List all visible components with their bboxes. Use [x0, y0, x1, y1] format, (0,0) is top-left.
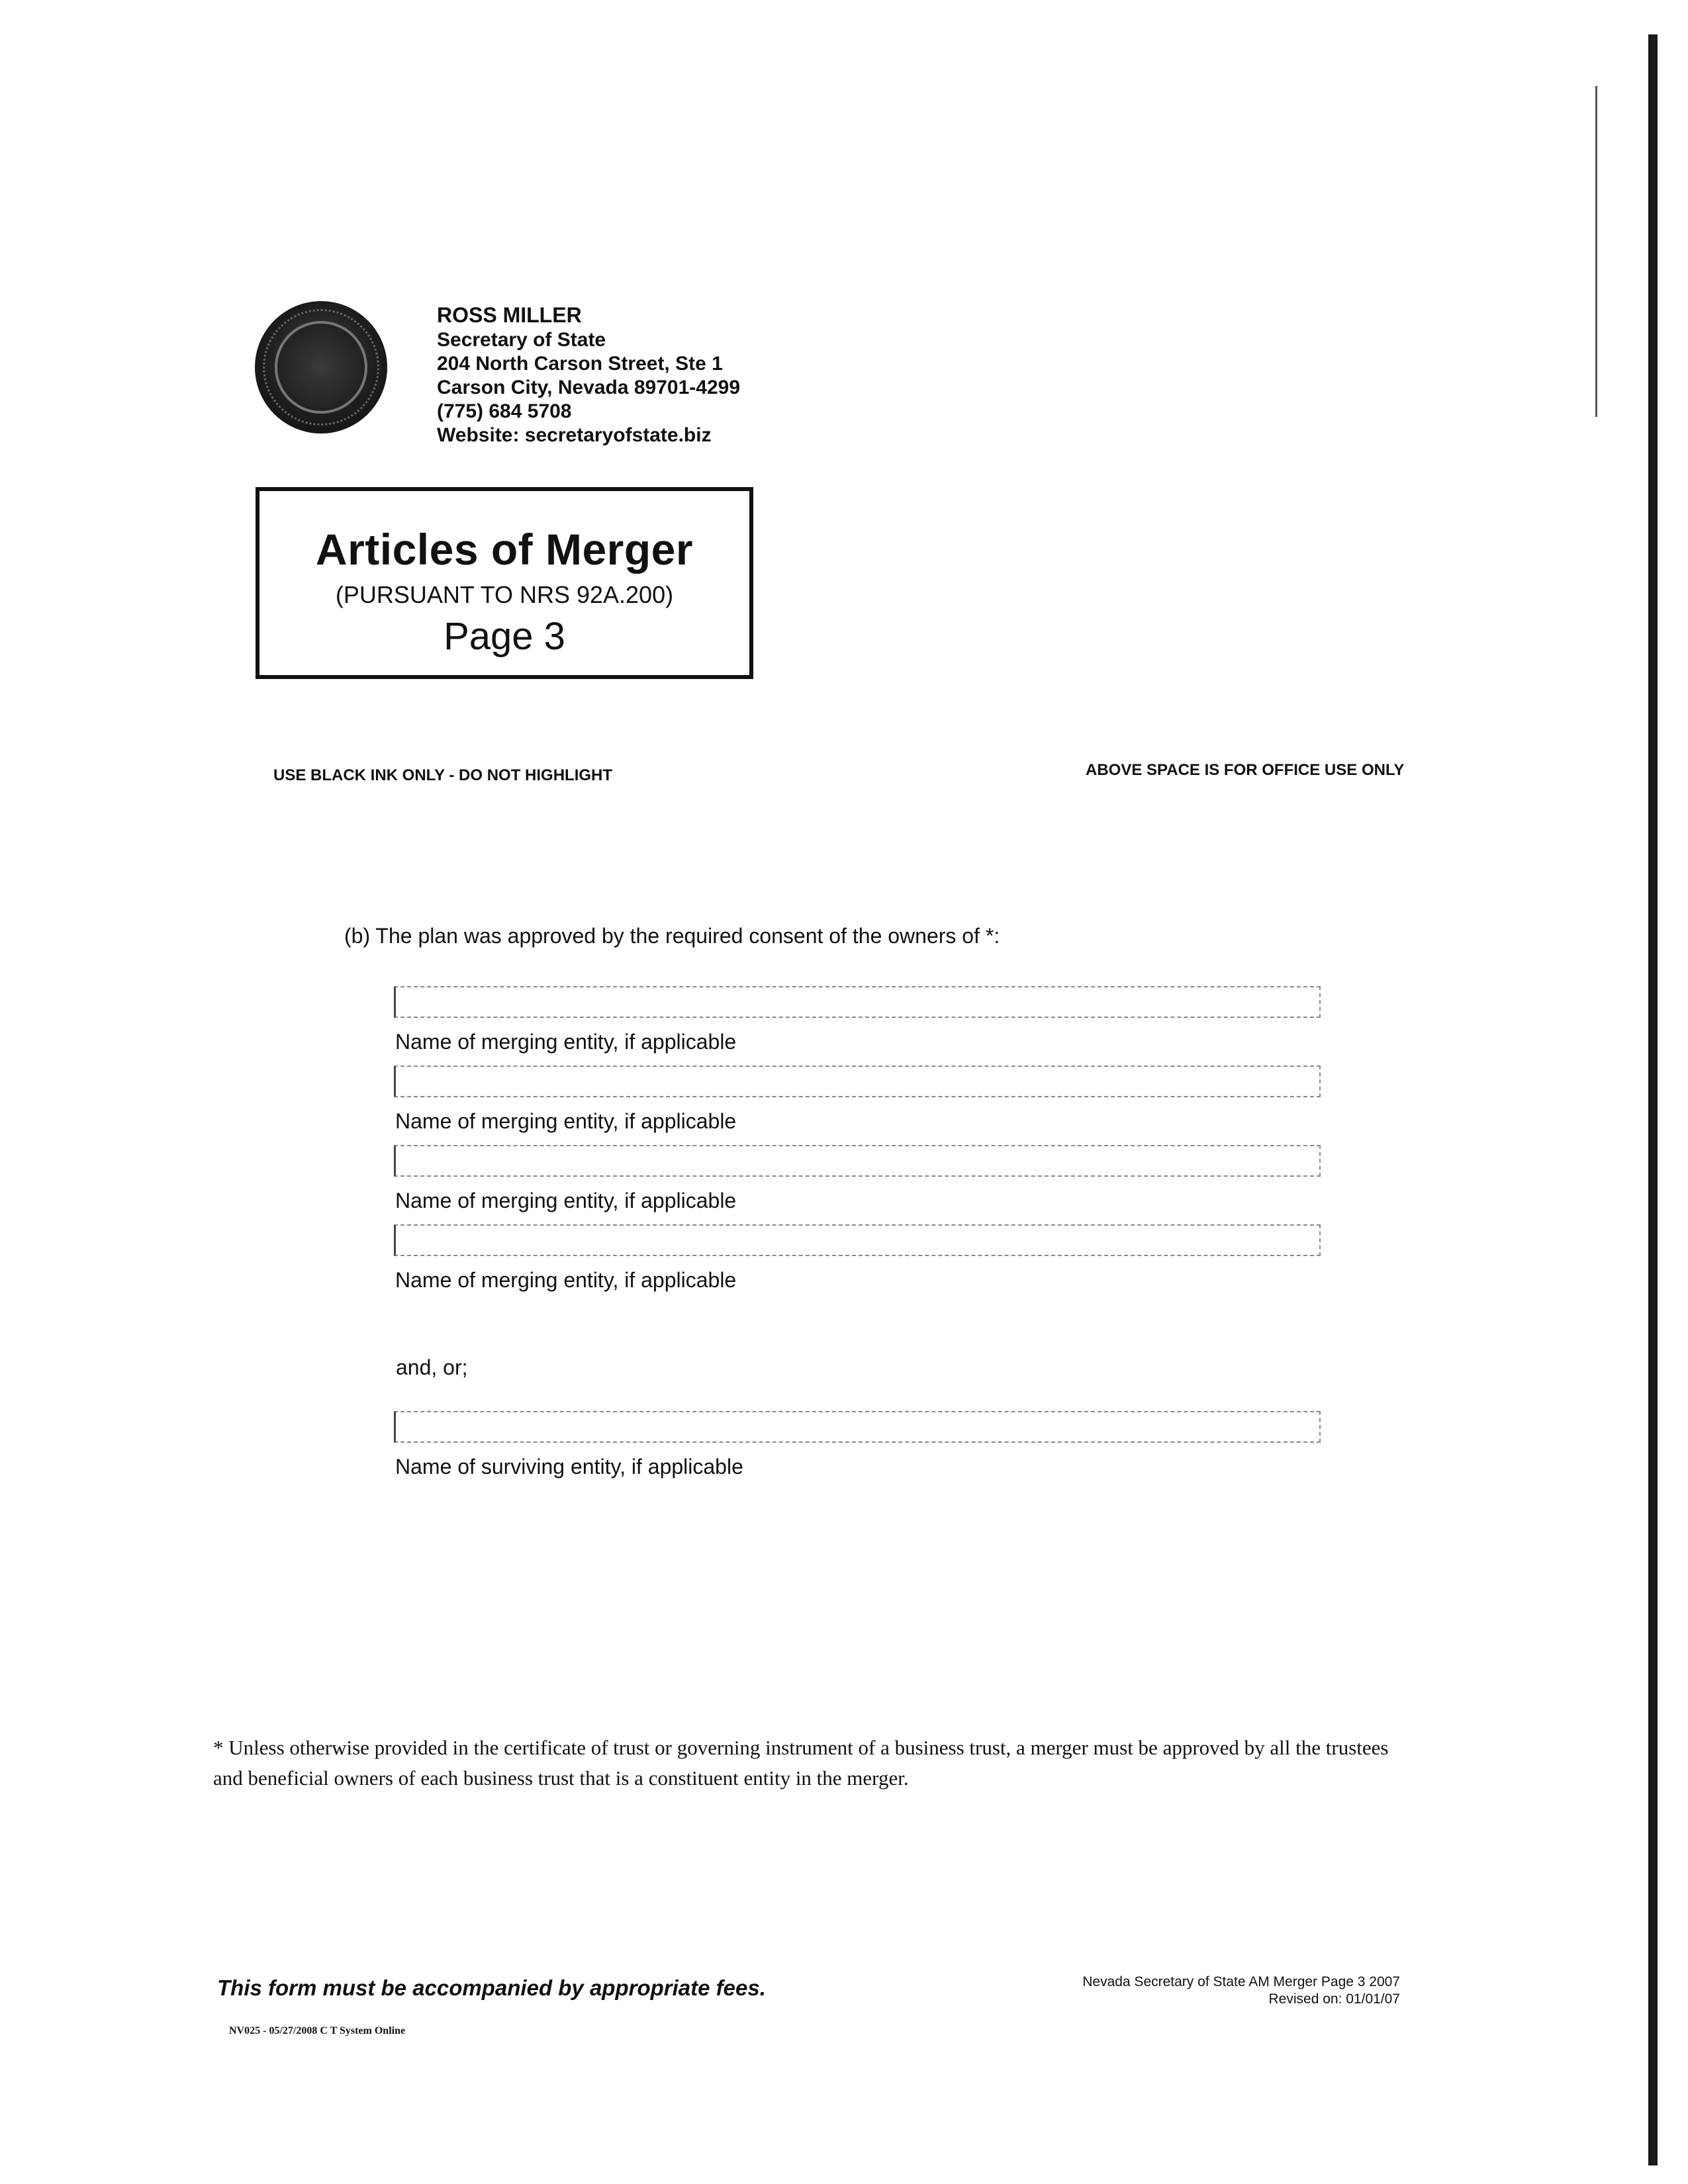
surviving-entity-field[interactable]: [394, 1411, 1321, 1443]
and-or-text: and, or;: [396, 1355, 468, 1379]
form-identifier: [1000, 1974, 1400, 2008]
title-box: [256, 487, 753, 679]
surviving-entity-label: Name of surviving entity, if applicable: [395, 1455, 743, 1479]
phone-number: (775) 684 5708: [437, 400, 572, 422]
secretary-name: ROSS MILLER: [437, 303, 582, 327]
page-label: Page 3: [444, 615, 565, 658]
state-seal-icon: [255, 301, 387, 433]
form-code: NV025 - 05/27/2008 C T System Online: [229, 2025, 406, 2036]
secretary-title: Secretary of State: [437, 329, 606, 351]
revised-date: Revised on: 01/01/07: [1268, 1991, 1400, 2007]
scan-edge-bar: [1648, 34, 1658, 2165]
fees-note: This form must be accompanied by appropriate fees.: [217, 1976, 766, 2000]
merging-entity-field-1[interactable]: [394, 986, 1321, 1018]
merging-entity-field-2[interactable]: [394, 1066, 1321, 1097]
form-title: Articles of Merger: [315, 525, 694, 574]
merging-entity-field-3[interactable]: [394, 1145, 1321, 1177]
merging-entity-field-4[interactable]: [394, 1224, 1321, 1256]
ink-instruction: USE BLACK INK ONLY - DO NOT HIGHLIGHT: [273, 766, 613, 784]
form-id-line: Nevada Secretary of State AM Merger Page 3 2007: [1082, 1974, 1400, 1989]
approval-prompt: (b) The plan was approved by the required consent of the owners of *:: [344, 924, 1000, 948]
address-line-1: 204 North Carson Street, Ste 1: [437, 353, 723, 375]
merging-entity-label: Name of merging entity, if applicable: [395, 1030, 737, 1054]
website: Website: secretaryofstate.biz: [437, 424, 712, 446]
footnote: * Unless otherwise provided in the certificate of trust or governing instrument of a business trust, a merger must be approved by all the trustees and beneficial owners of each business trust that is a constituent entity in the merger.: [213, 1736, 1389, 1790]
merging-entity-label: Name of merging entity, if applicable: [395, 1189, 737, 1212]
office-use-note: ABOVE SPACE IS FOR OFFICE USE ONLY: [1086, 761, 1405, 779]
form-subtitle: (PURSUANT TO NRS 92A.200): [335, 581, 674, 608]
agency-block: [437, 303, 740, 447]
merging-entity-label: Name of merging entity, if applicable: [395, 1109, 737, 1133]
scan-edge-line: [1595, 86, 1597, 417]
address-line-2: Carson City, Nevada 89701-4299: [437, 377, 741, 398]
merging-entity-label: Name of merging entity, if applicable: [395, 1268, 737, 1292]
